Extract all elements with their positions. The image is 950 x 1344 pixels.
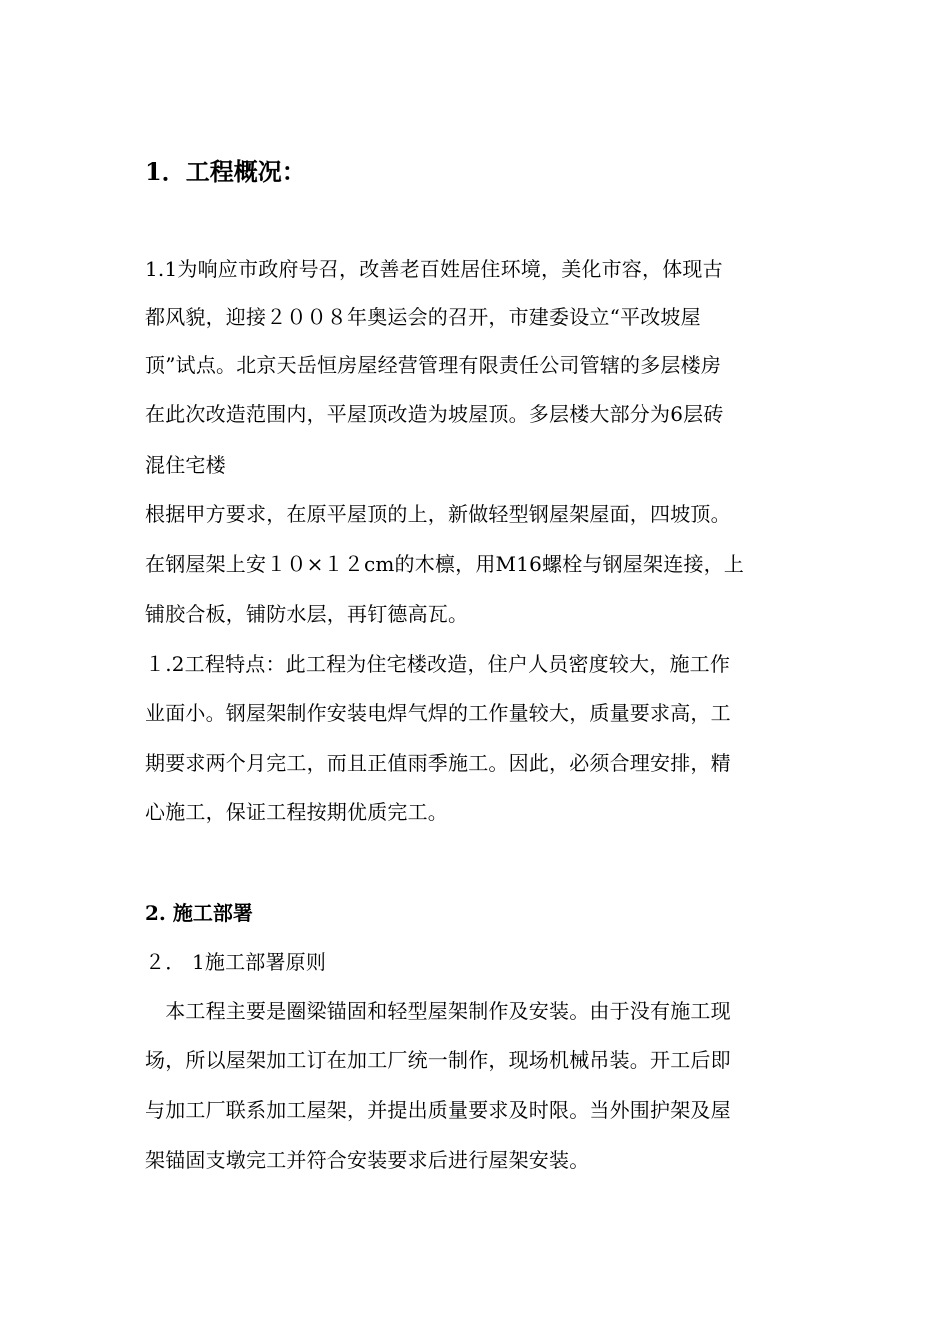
- section-heading-deployment: 2. 施工部署: [145, 901, 253, 925]
- paragraph-line: 1.1为响应市政府号召，改善老百姓居住环境，美化市容，体现古: [145, 257, 723, 281]
- paragraph-line: 期要求两个月完工，而且正值雨季施工。因此，必须合理安排，精: [145, 751, 731, 775]
- paragraph-line: 根据甲方要求，在原平屋顶的上，新做轻型钢屋架屋面，四坡顶。: [145, 502, 731, 526]
- paragraph-line: 本工程主要是圈梁锚固和轻型屋架制作及安装。由于没有施工现: [145, 999, 731, 1023]
- paragraph-line: １.2工程特点：此工程为住宅楼改造，住户人员密度较大，施工作: [145, 652, 731, 676]
- section-heading-overview: 1．工程概况：: [145, 157, 306, 186]
- paragraph-line: 与加工厂联系加工屋架，并提出质量要求及时限。当外围护架及屋: [145, 1098, 731, 1122]
- paragraph-line: 场，所以屋架加工订在加工厂统一制作，现场机械吊装。开工后即: [145, 1048, 731, 1072]
- paragraph-line: 业面小。钢屋架制作安装电焊气焊的工作量较大，质量要求高，工: [145, 701, 731, 725]
- paragraph-line: 铺胶合板，铺防水层，再钉德高瓦。: [145, 602, 469, 626]
- paragraph-line: 在钢屋架上安１０×１２cm的木檩，用M16螺栓与钢屋架连接，上: [145, 552, 745, 576]
- paragraph-line: 顶”试点。北京天岳恒房屋经营管理有限责任公司管辖的多层楼房: [145, 353, 722, 377]
- paragraph-line: 在此次改造范围内，平屋顶改造为坡屋顶。多层楼大部分为6层砖: [145, 402, 724, 426]
- subsection-heading: ２． 1施工部署原则: [145, 950, 327, 974]
- paragraph-line: 架锚固支墩完工并符合安装要求后进行屋架安装。: [145, 1148, 590, 1172]
- paragraph-line: 都风貌，迎接２００８年奥运会的召开，市建委设立“平改坡屋: [145, 305, 701, 329]
- paragraph-line: 心施工，保证工程按期优质完工。: [145, 800, 448, 824]
- paragraph-line: 混住宅楼: [145, 453, 226, 477]
